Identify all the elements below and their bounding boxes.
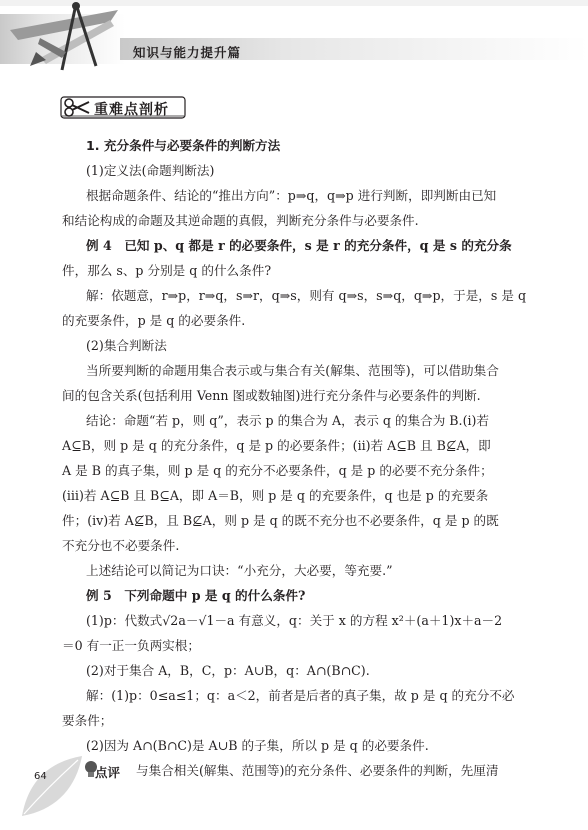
section-heading: 1. 充分条件与必要条件的判断方法 [86, 138, 281, 153]
page-number: 64 [34, 771, 47, 782]
conclusion-line: 结论：命题“若 p，则 q”，表示 p 的集合为 A，表示 q 的集合为 B.(ⅰ)若 [86, 413, 490, 428]
paragraph-line: 的充要条件，p 是 q 的必要条件. [62, 313, 246, 328]
solution-line: 解：依题意，r⇒p，r⇒q，s⇒r，q⇒s，则有 q⇒s，s⇒q，q⇒p，于是，s 是 q [86, 288, 527, 303]
example-4: 例 4 已知 p、q 都是 r 的必要条件，s 是 r 的充分条件，q 是 s 的充分条 [86, 238, 512, 253]
leaf-decoration-icon [18, 752, 88, 822]
paragraph-line: 件，那么 s、p 分别是 q 的什么条件? [62, 263, 272, 278]
example-5: 例 5 下列命题中 p 是 q 的什么条件? [86, 588, 306, 603]
paragraph-line: 要条件； [62, 713, 113, 728]
paragraph-line: A 是 B 的真子集，则 p 是 q 的充分不必要条件，q 是 p 的必要不充分条件； [62, 463, 493, 478]
compass-ruler-icon [0, 0, 130, 80]
paragraph-line: 间的包含关系(包括利用 Venn 图或数轴图)进行充分条件与必要条件的判断. [62, 388, 481, 403]
solution-line: 解：(1)p：0≤a≤1；q：a＜2，前者是后者的真子集，故 p 是 q 的充分不必 [86, 688, 515, 703]
paragraph-line: 件；(ⅳ)若 A⊈B，且 B⊈A，则 p 是 q 的既不充分也不必要条件，q 是 p 的既 [62, 513, 499, 528]
section-badge-label: 重难点剖析 [94, 102, 169, 118]
paragraph-line: (2)因为 A∩(B∩C)是 A∪B 的子集，所以 p 是 q 的必要条件. [86, 738, 429, 753]
tip-label: 点评 [95, 765, 121, 780]
paragraph-line: (2)对于集合 A，B，C，p：A∪B，q：A∩(B∩C). [86, 663, 370, 678]
paragraph-line: 当所要判断的命题用集合表示或与集合有关(解集、范围等)，可以借助集合 [86, 363, 499, 378]
paragraph-line: 不充分也不必要条件. [62, 538, 180, 553]
scissors-icon [62, 96, 92, 119]
subheading-definition: (1)定义法(命题判断法) [86, 163, 215, 178]
subheading-set: (2)集合判断法 [86, 338, 167, 353]
tip-text: 与集合相关(解集、范围等)的充分条件、必要条件的判断，先厘清 [136, 763, 499, 778]
paragraph-line: (1)p：代数式√2a－√1－a 有意义，q：关于 x 的方程 x²＋(a＋1)x＋a－2 [86, 613, 503, 628]
paragraph-line: A⊆B，则 p 是 q 的充分条件，q 是 p 的必要条件；(ⅱ)若 A⊆B 且 B⊈A，即 [62, 438, 491, 453]
paragraph-line: (ⅲ)若 A⊆B 且 B⊆A，即 A＝B，则 p 是 q 的充要条件，q 也是 p 的充要条 [62, 488, 489, 503]
paragraph-line: ＝0 有一正一负两实根； [62, 638, 200, 653]
mnemonic-line: 上述结论可以简记为口诀：“小充分，大必要，等充要.” [86, 563, 393, 578]
paragraph-line: 和结论构成的命题及其逆命题的真假，判断充分条件与必要条件. [62, 213, 419, 228]
paragraph-line: 根据命题条件、结论的“推出方向”：p⇒q，q⇒p 进行判断，即判断由已知 [86, 188, 497, 203]
header-title: 知识与能力提升篇 [133, 45, 242, 60]
